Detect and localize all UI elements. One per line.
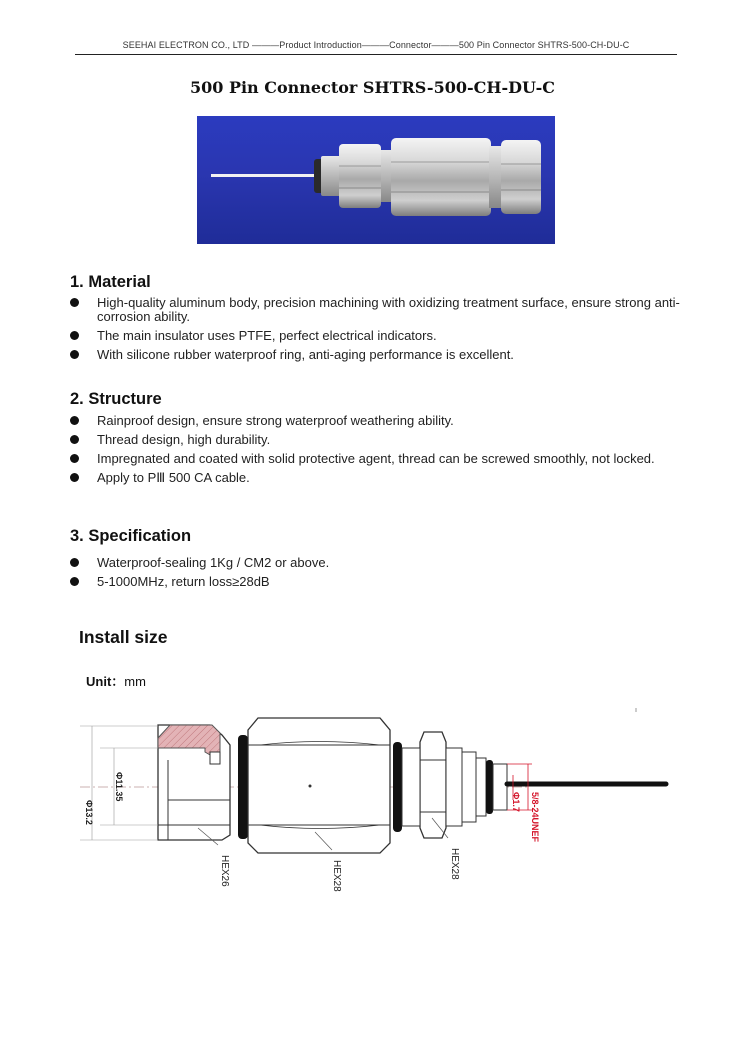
list-item: High-quality aluminum body, precision machining with oxidizing treatment surface, ensure strong anti-corrosion ability. (70, 296, 680, 324)
list-item: Impregnated and coated with solid protective agent, thread can be screwed smoothly, not locked. (70, 452, 680, 466)
list-item: Rainproof design, ensure strong waterproof weathering ability. (70, 414, 680, 428)
page-header-breadcrumb: SEEHAI ELECTRON CO., LTD ———Product Introduction———Connector———500 Pin Connector SHTRS-500-CH-DU-C (75, 40, 677, 55)
section-heading-structure: 2. Structure (70, 390, 162, 408)
dimension-label-hex28-nut: HEX28 (449, 848, 460, 880)
bullet-icon (70, 577, 79, 586)
dimension-label-dia-outer: Φ13.2 (84, 800, 94, 825)
section-heading-specification: 3. Specification (70, 527, 192, 545)
material-list (70, 296, 680, 367)
page-title: 500 Pin Connector SHTRS-500-CH-DU-C (189, 78, 556, 97)
bullet-icon (70, 473, 79, 482)
specification-list (70, 556, 680, 594)
install-size-drawing (70, 700, 680, 900)
bullet-icon (70, 454, 79, 463)
list-item: Waterproof-sealing 1Kg / CM2 or above. (70, 556, 680, 570)
bullet-icon (70, 350, 79, 359)
product-photo (197, 116, 555, 244)
list-item: 5-1000MHz, return loss≥28dB (70, 575, 680, 589)
unit-value: mm (124, 674, 146, 689)
bullet-icon (70, 416, 79, 425)
structure-list (70, 414, 680, 490)
list-item: With silicone rubber waterproof ring, anti-aging performance is excellent. (70, 348, 680, 362)
bullet-icon (70, 558, 79, 567)
list-item: Thread design, high durability. (70, 433, 680, 447)
section-heading-material: 1. Material (70, 273, 151, 291)
bullet-icon (70, 435, 79, 444)
dimension-label-hex28-body: HEX28 (331, 860, 342, 892)
dimension-label-dia-inner: Φ11.35 (114, 772, 124, 802)
install-size-heading: Install size (79, 627, 168, 647)
bullet-icon (70, 331, 79, 340)
dimension-label-thread: 5/8-24UNEF (530, 792, 540, 843)
dimension-label-hex26: HEX26 (219, 855, 230, 887)
dimension-label-pin-dia: Φ1.7 (511, 792, 521, 812)
list-item: Apply to PⅢ 500 CA cable. (70, 471, 680, 485)
bullet-icon (70, 298, 79, 307)
list-item: The main insulator uses PTFE, perfect electrical indicators. (70, 329, 680, 343)
unit-label: Unit：mm (86, 674, 146, 689)
